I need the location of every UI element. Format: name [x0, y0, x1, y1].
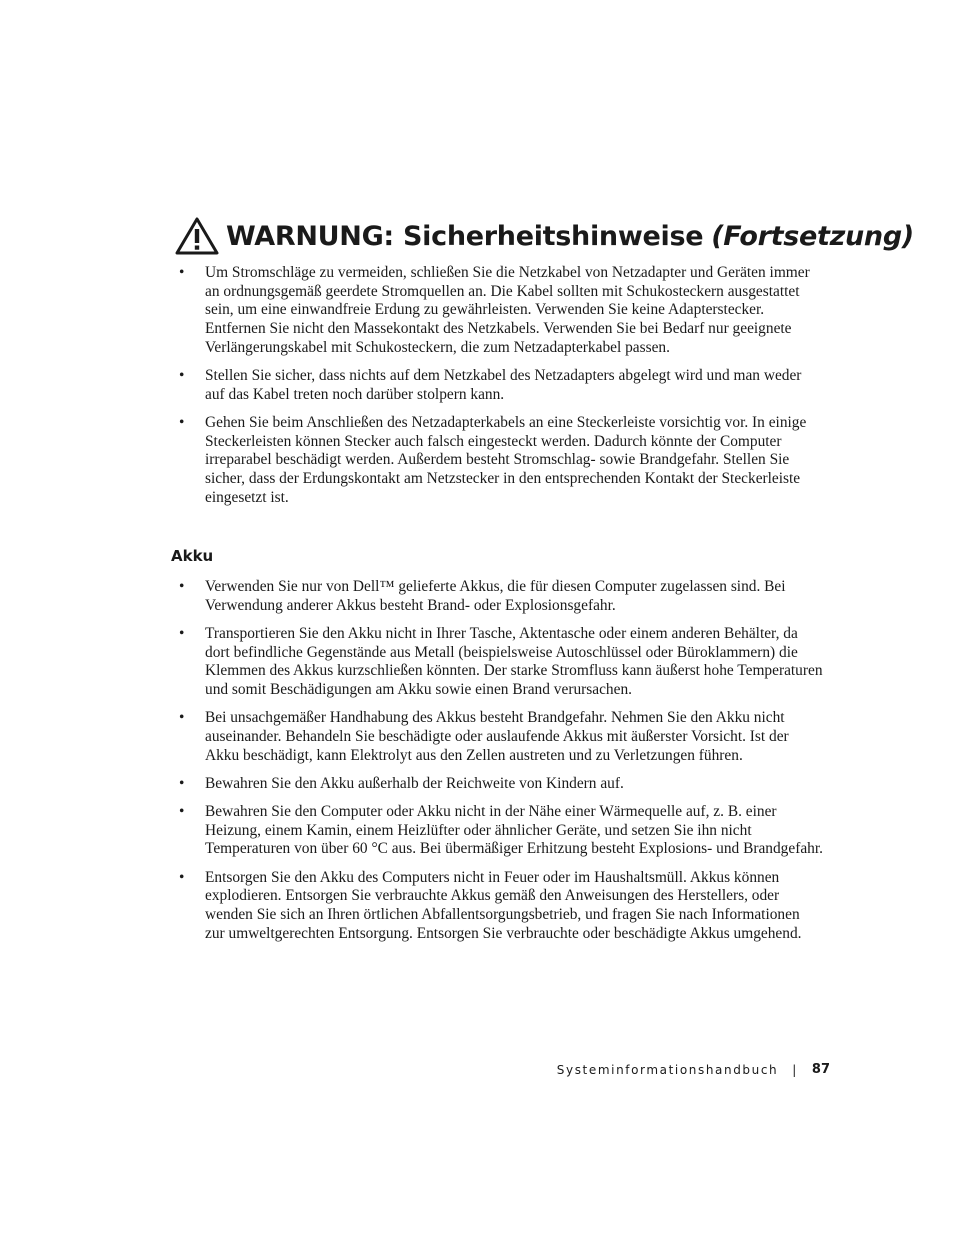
list-item: • Stellen Sie sicher, dass nichts auf dem Netzkabel des Netzadapters abgelegt wird und man weder auf das Kabel treten noch darüber stolpern kann. — [0, 367, 823, 404]
page-number: 87 — [811, 1062, 830, 1077]
list-item: • Bewahren Sie den Computer oder Akku nicht in der Nähe einer Wärmequelle auf, z. B. einer Heizung, einem Kamin, einem Heizlüfter oder ähnlicher Geräte, und setzen Sie ihn nicht Temperaturen von über 60 °C aus. Bei übermäßiger Erhitzung besteht Explosions- und Brandgefahr. — [0, 803, 823, 859]
list-item: • Bewahren Sie den Akku außerhalb der Reichweite von Kindern auf. — [0, 775, 823, 794]
list-item: • Um Stromschläge zu vermeiden, schließen Sie die Netzkabel von Netzadapter und Geräten immer an ordnungsgemäß geerdete Stromquellen an. Die Kabel sollten mit Schukosteckern ausgestattet sein, um eine einwandfreie Erdung zu gewährleisten. Verwenden Sie keine Adapterstecker. Entfernen Sie nicht den Massekontakt des Netzkabels. Verwenden Sie bei Bedarf nur geeignete Verlängerungskabel mit Schukosteckern, die zum Netzadapterkabel passen. — [0, 264, 823, 358]
footer-separator: | — [792, 1062, 798, 1077]
heading-continuation: (Fortsetzung) — [711, 220, 914, 252]
list-item: • Verwenden Sie nur von Dell™ gelieferte Akkus, die für diesen Computer zugelassen sind. Bei Verwendung anderer Akkus besteht Brand- oder Explosionsgefahr. — [0, 578, 823, 615]
book-title: Systeminformationshandbuch — [556, 1062, 779, 1077]
page-footer — [557, 1062, 830, 1077]
heading-title: WARNUNG: Sicherheitshinweise — [226, 220, 704, 252]
list-item: • Bei unsachgemäßer Handhabung des Akkus besteht Brandgefahr. Nehmen Sie den Akku nicht auseinander. Behandeln Sie beschädigte oder auslaufende Akkus mit äußerster Vorsicht. Ist der Akku beschädigt, kann Elektrolyt aus den Zellen austreten und zu Verletzungen führen. — [0, 709, 823, 765]
list-item: • Entsorgen Sie den Akku des Computers nicht in Feuer oder im Haushaltsmüll. Akkus können explodieren. Entsorgen Sie verbrauchte Akkus gemäß den Anweisungen des Herstellers, oder wenden Sie sich an Ihren örtlichen Abfallentsorgungsbetrieb, und fragen Sie nach Informationen zur umweltgerechten Entsorgung. Entsorgen Sie verbrauchte oder beschädigte Akkus umgehend. — [0, 869, 823, 944]
section-title: Akku — [171, 547, 214, 565]
list-item: • Transportieren Sie den Akku nicht in Ihrer Tasche, Aktentasche oder einem anderen Behälter, da dort befindliche Gegenstände aus Metall (beispielsweise Autoschlüssel oder Büroklammern) die Klemmen des Akkus kurzschließen könnten. Der starke Stromfluss kann äußerst hohe Temperaturen und somit Beschädigungen am Akku sowie einen Brand verursachen. — [0, 625, 823, 700]
warning-icon — [174, 216, 220, 256]
list-item: • Gehen Sie beim Anschließen des Netzadapterkabels an eine Steckerleiste vorsichtig vor. In einige Steckerleisten können Stecker auch falsch eingesteckt werden. Dadurch könnte der Computer irreparabel beschädigt werden. Außerdem besteht Stromschlag- sowie Brandgefahr. Stellen Sie sicher, dass der Erdungskontakt am Netzstecker in den entsprechenden Kontakt der Steckerleiste eingesetzt ist. — [0, 414, 823, 508]
battery-bullet-list — [0, 578, 823, 953]
safety-bullet-list — [0, 264, 823, 517]
warning-heading — [174, 214, 914, 258]
